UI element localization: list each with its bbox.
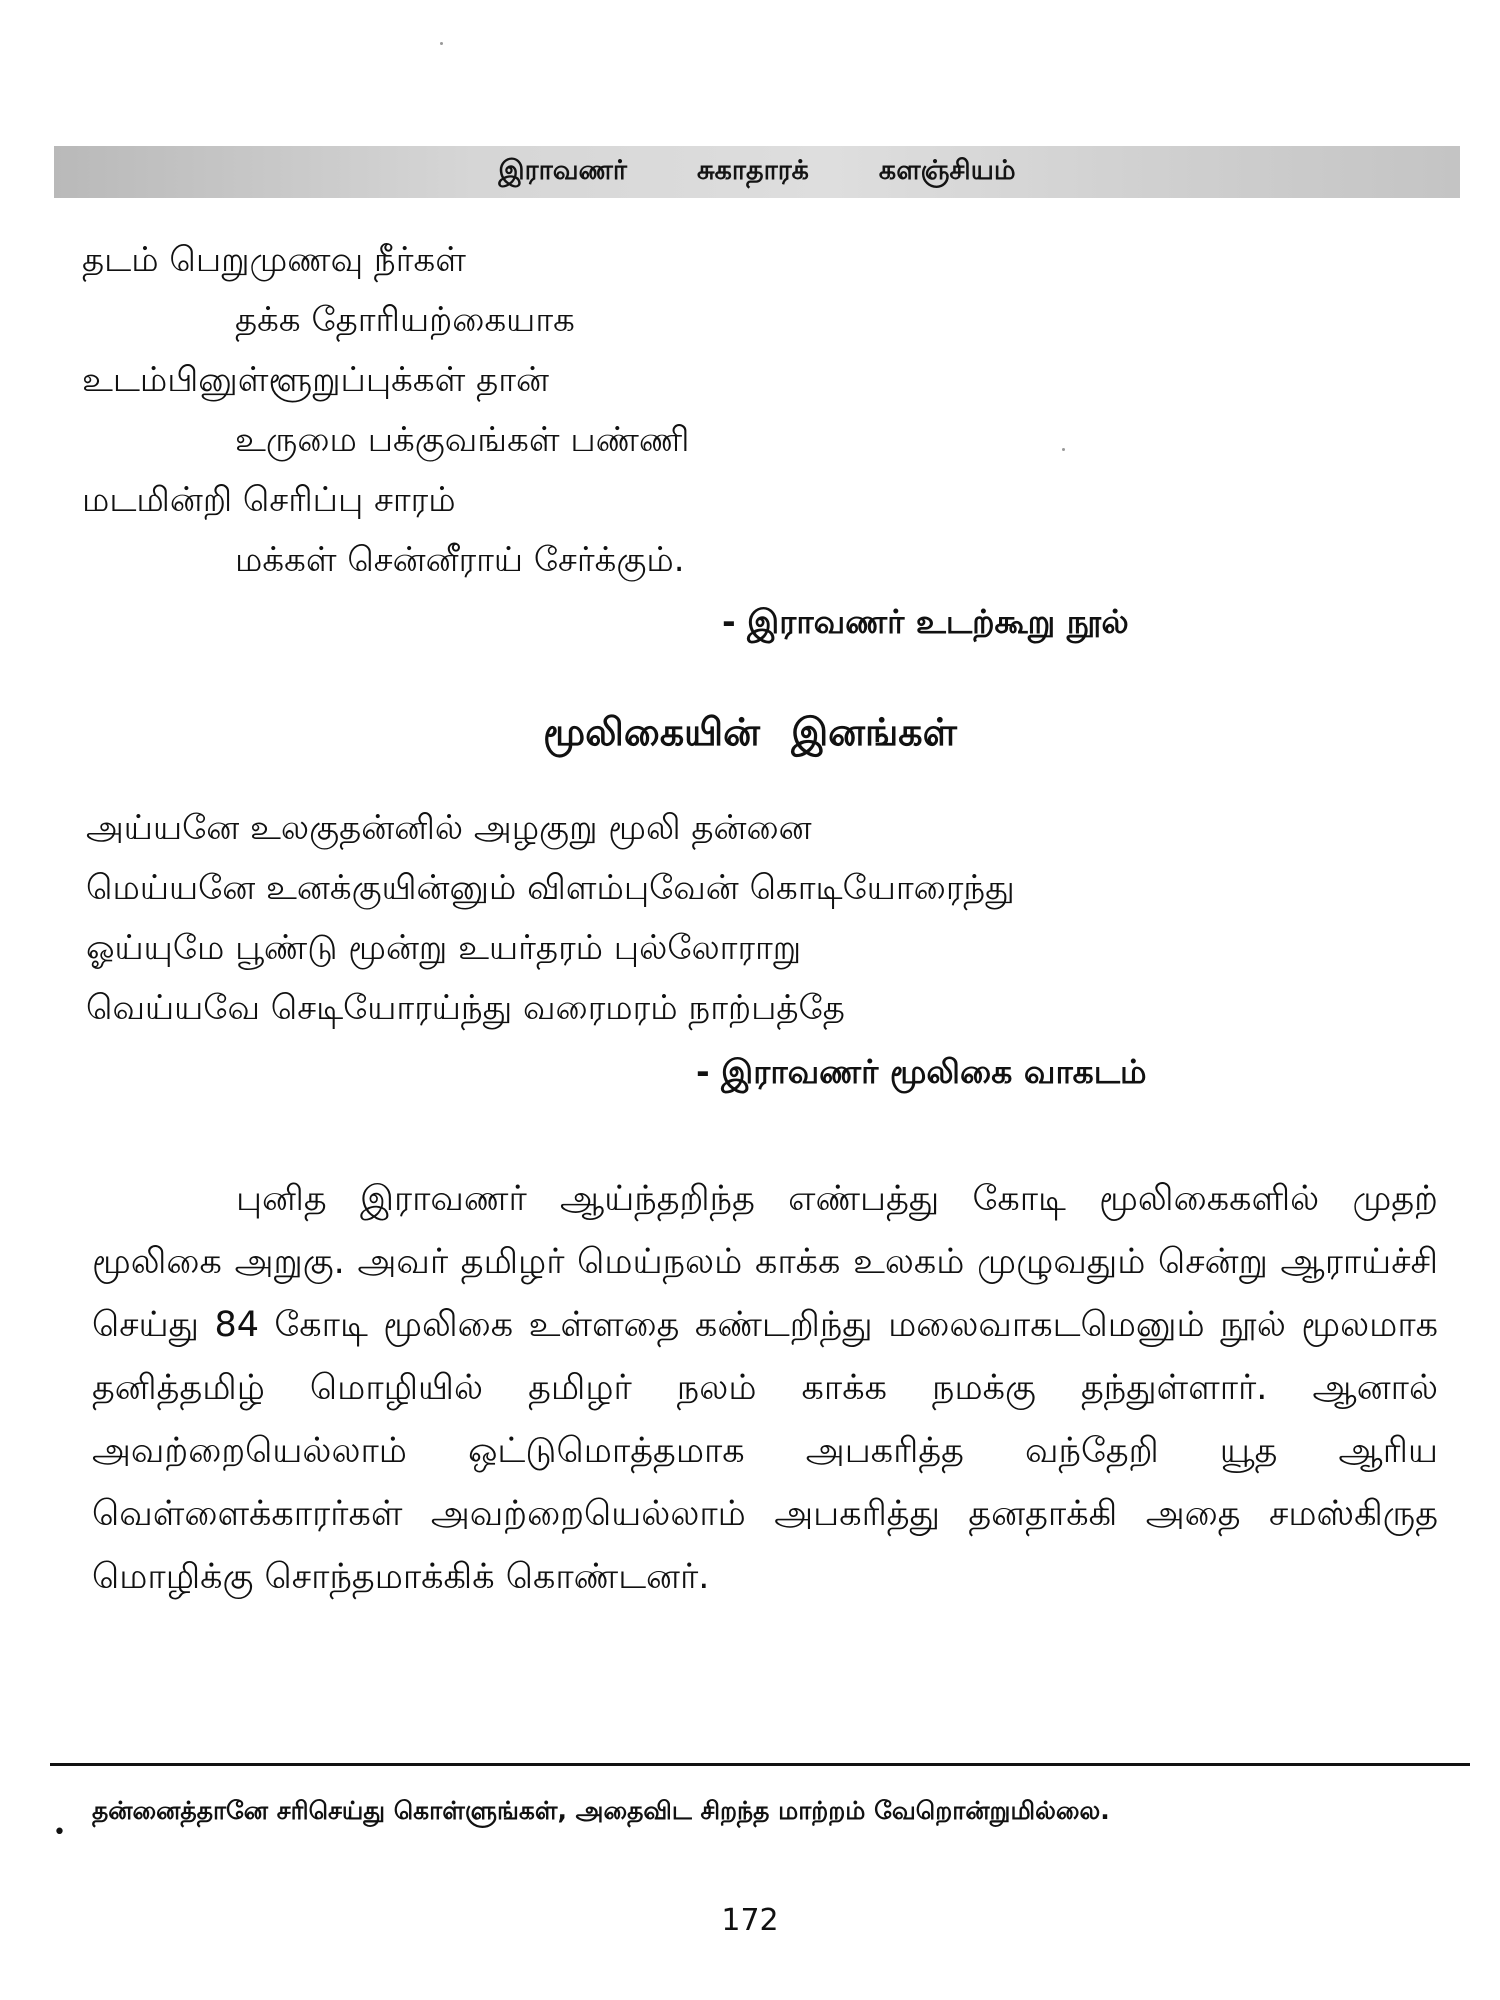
header-word-encyclopedia: களஞ்சியம்: [878, 154, 1016, 186]
verse-2-line: மெய்யனே உனக்குயின்னும் விளம்புவேன் கொடியோரைந்து: [86, 868, 1015, 908]
verse-1-line: தடம் பெறுமுணவு நீர்கள்: [82, 240, 466, 280]
footnote-bullet: •: [53, 1820, 66, 1845]
section-heading: மூலிகையின் இனங்கள்: [543, 710, 957, 754]
page-number: 172: [721, 1903, 779, 1938]
header-word-health: சுகாதாரக்: [697, 154, 809, 186]
verse-2-line: வெய்யவே செடியோரய்ந்து வரைமரம் நாற்பத்தே: [86, 988, 845, 1028]
verse-1-line: மக்கள் சென்னீராய் சேர்க்கும்.: [235, 540, 685, 580]
paper-speck: [1062, 448, 1065, 451]
verse-1-line: தக்க தோரியற்கையாக: [235, 300, 575, 340]
verse-1-line: உருமை பக்குவங்கள் பண்ணி: [235, 420, 690, 460]
verse-2-line: ஓய்யுமே பூண்டு மூன்று உயர்தரம் புல்லோராறு: [86, 928, 802, 968]
footnote-text: தன்னைத்தானே சரிசெய்து கொள்ளுங்கள், அதைவிட சிறந்த மாற்றம் வேறொன்றுமில்லை.: [92, 1796, 1110, 1825]
footnote-divider: [50, 1763, 1470, 1766]
paper-speck: [440, 42, 443, 45]
running-header: [54, 146, 1460, 198]
verse-1-line: மடமின்றி செரிப்பு சாரம்: [82, 480, 456, 520]
verse-2-attribution: - இராவணர் மூலிகை வாகடம்: [696, 1052, 1147, 1091]
verse-1-line: உடம்பினுள்ளூறுப்புக்கள் தான்: [82, 360, 550, 400]
body-paragraph: புனித இராவணர் ஆய்ந்தறிந்த எண்பத்து கோடி மூலிகைகளில் முதற் மூலிகை அறுகு. அவர் தமிழர் மெய்நலம் காக்க உலகம் முழுவதும் சென்று ஆராய்ச்சி செய்து 84 கோடி மூலிகை உள்ளதை கண்டறிந்து மலைவாகடமெனும் நூல் மூலமாக தனித்தமிழ் மொழியில் தமிழர் நலம் காக்க நமக்கு தந்துள்ளார். ஆனால் அவற்றையெல்லாம் ஒட்டுமொத்தமாக அபகரித்த வந்தேறி யூத ஆரிய வெள்ளைக்காரர்கள் அவற்றையெல்லாம் அபகரித்து தனதாக்கி அதை சமஸ்கிருத மொழிக்கு சொந்தமாக்கிக் கொண்டனர்.: [92, 1179, 1438, 1597]
header-word-author: இராவணர்: [498, 154, 628, 186]
verse-1-attribution: - இராவணர் உடற்கூறு நூல்: [722, 602, 1129, 641]
verse-2-line: அய்யனே உலகுதன்னில் அழகுறு மூலி தன்னை: [86, 808, 812, 848]
